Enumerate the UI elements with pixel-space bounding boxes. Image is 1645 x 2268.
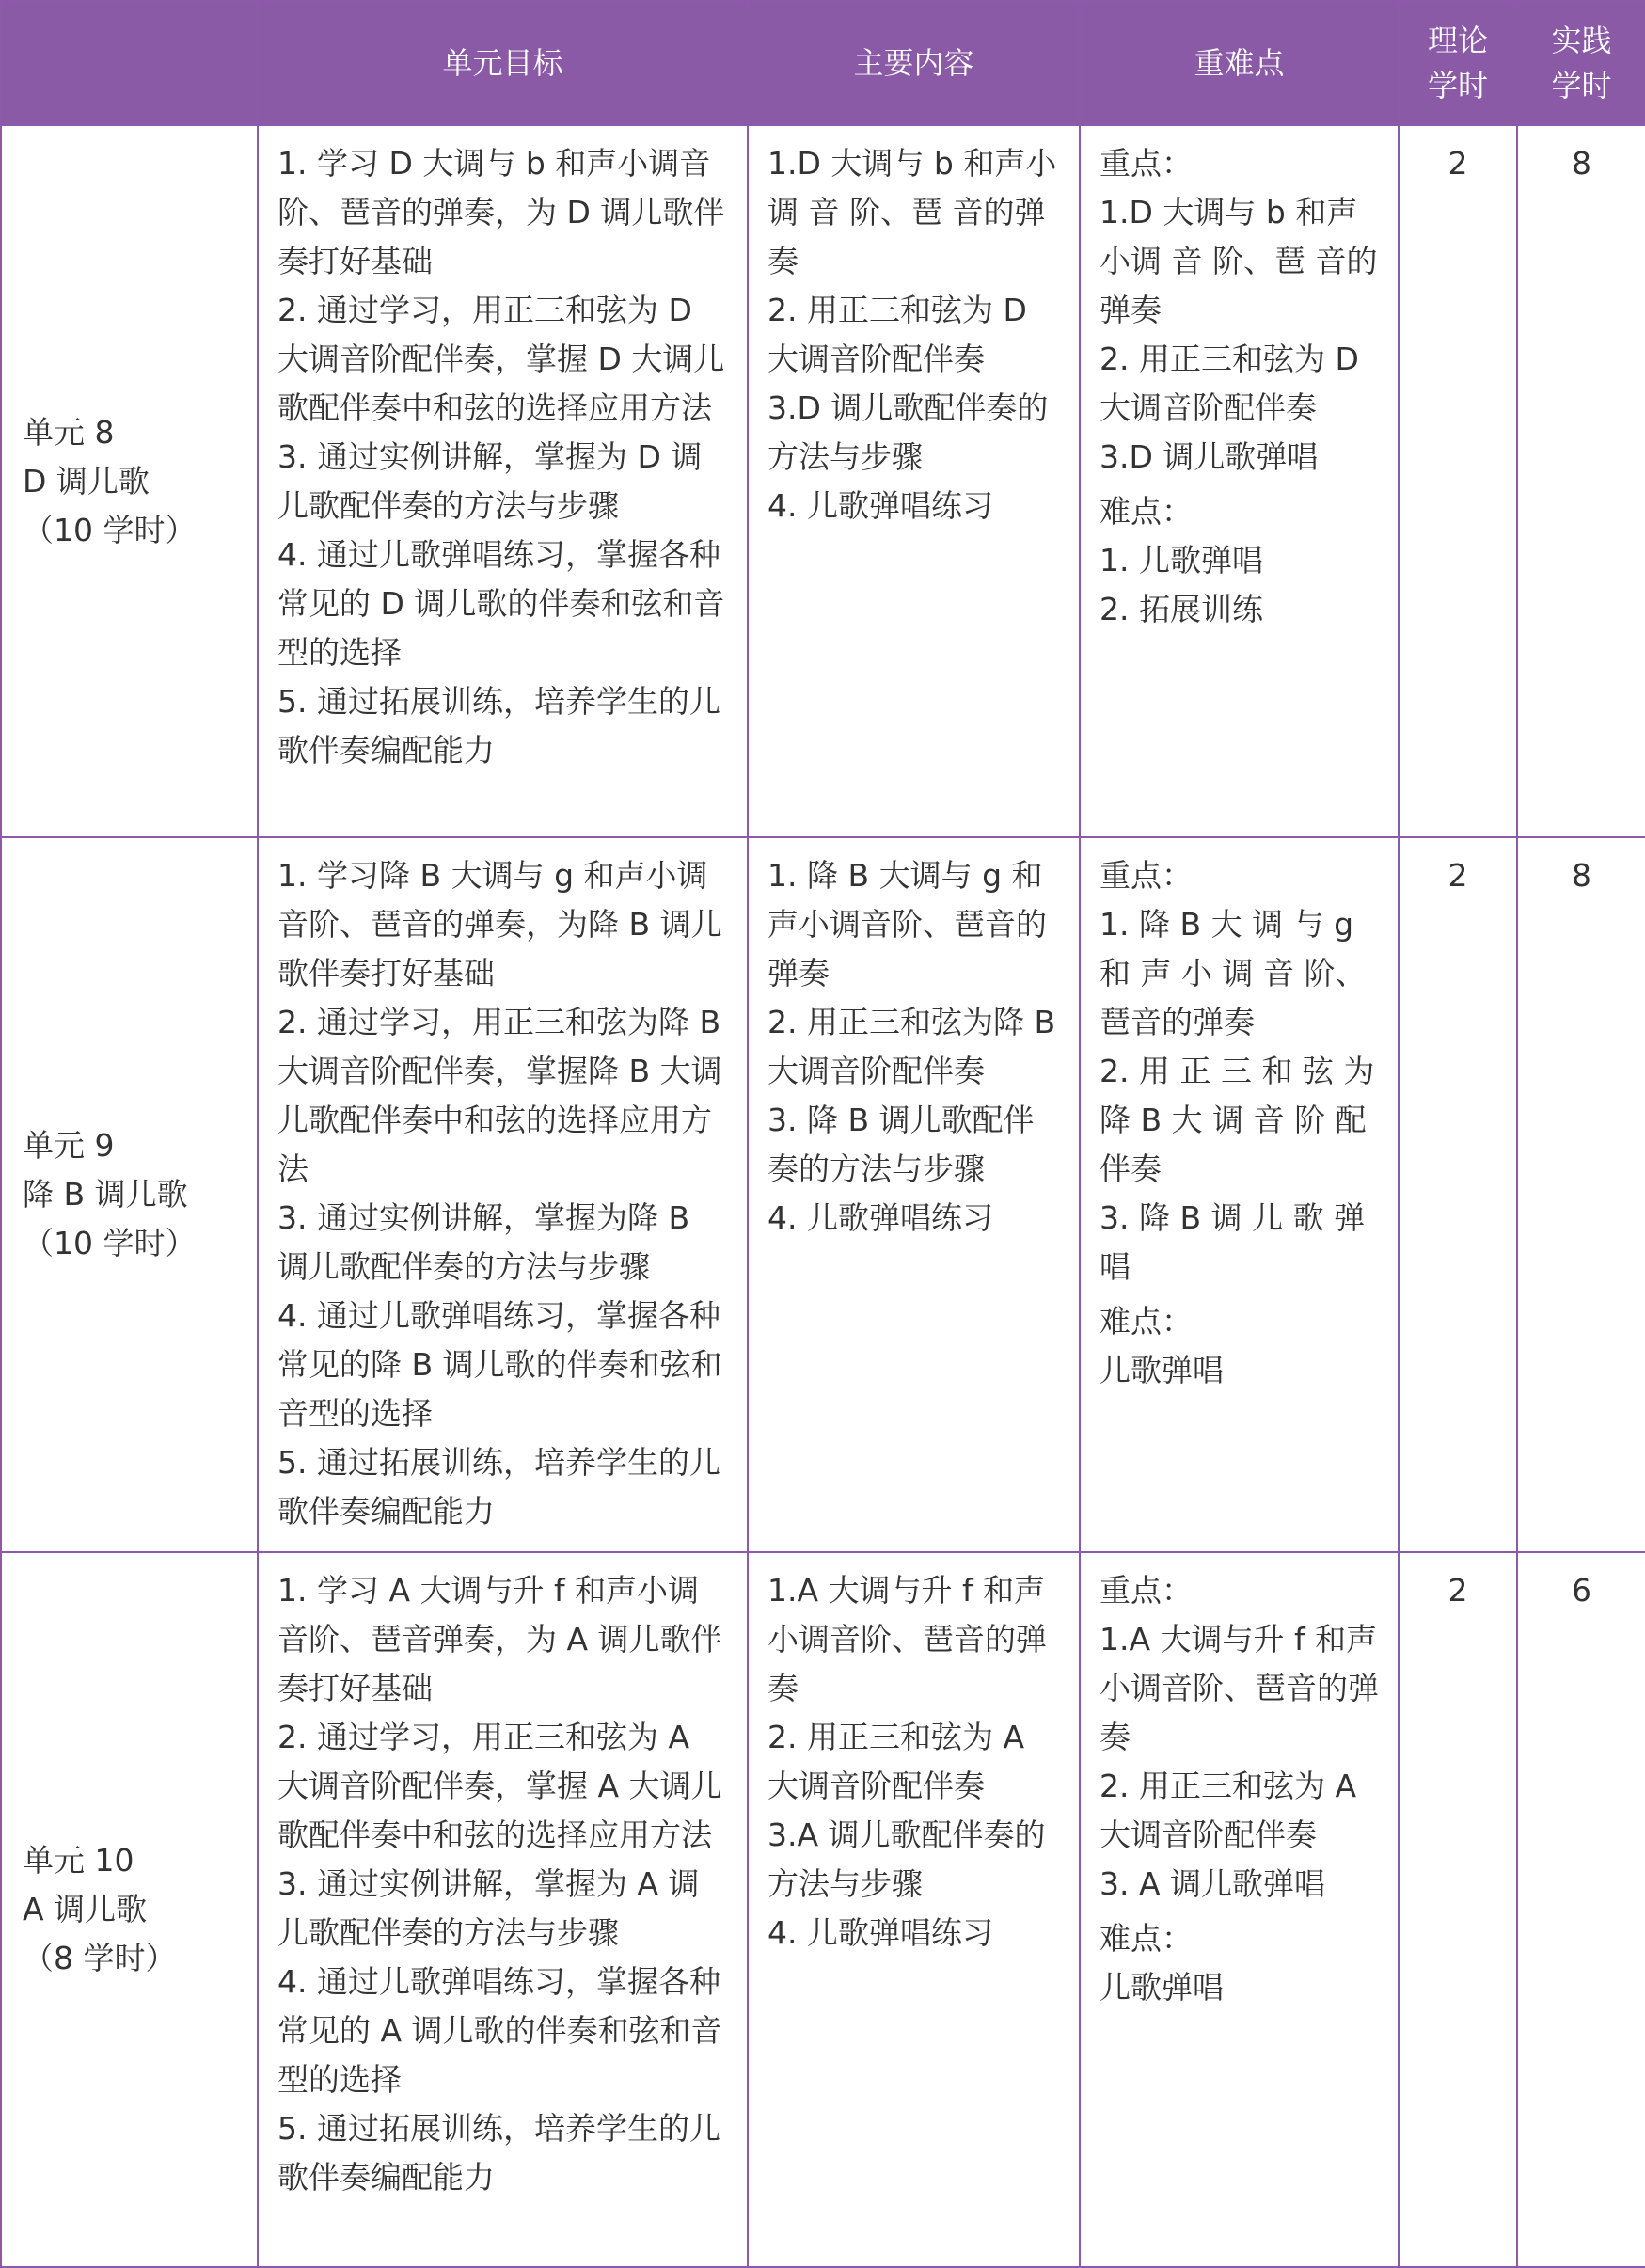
- header-theory-hours: 理论 学时: [1399, 1, 1517, 125]
- key-point-item: 3.D 调儿歌弹唱: [1099, 438, 1319, 475]
- content-item: 4. 儿歌弹唱练习: [767, 1199, 993, 1236]
- goals-cell: [258, 1552, 748, 2267]
- unit-hours: （10 学时）: [23, 511, 197, 548]
- content-item: 3.D 调儿歌配伴奏的方法与步骤: [767, 389, 1049, 475]
- goal-item: 2. 通过学习，用正三和弦为 D 大调音阶配伴奏，掌握 D 大调儿歌配伴奏中和弦的选择应用方法: [277, 292, 725, 426]
- unit-title: 降 B 调儿歌: [23, 1176, 188, 1213]
- table-row: [1, 125, 1645, 837]
- content-item: 4. 儿歌弹唱练习: [767, 1914, 993, 1951]
- goal-item: 4. 通过儿歌弹唱练习，掌握各种常见的 A 调儿歌的伴奏和弦和音型的选择: [277, 1963, 722, 2098]
- theory-hours: 2: [1399, 125, 1517, 837]
- unit-hours: （8 学时）: [23, 1940, 177, 1976]
- key-points-cell: [1080, 837, 1399, 1552]
- goal-item: 3. 通过实例讲解，掌握为降 B 调儿歌配伴奏的方法与步骤: [277, 1199, 690, 1285]
- content-cell: [748, 1552, 1080, 2267]
- goal-item: 5. 通过拓展训练，培养学生的儿歌伴奏编配能力: [277, 2110, 720, 2196]
- difficulty-item: 2. 拓展训练: [1099, 591, 1263, 627]
- goal-item: 2. 通过学习，用正三和弦为降 B 大调音阶配伴奏，掌握降 B 大调儿歌配伴奏中和弦的选择应用方法: [277, 1004, 722, 1187]
- difficulty-label: 难点：: [1099, 1920, 1193, 1957]
- header-key-points: 重难点: [1080, 1, 1399, 125]
- key-points-cell: [1080, 1552, 1399, 2267]
- content-item: 1.D 大调与 b 和声小调 音 阶、琶 音的弹奏: [767, 145, 1057, 279]
- key-point-item: 1.D 大调与 b 和声小调 音 阶、琶 音的弹奏: [1099, 194, 1378, 328]
- key-point-item: 1.A 大调与升 f 和声小调音阶、琶音的弹奏: [1099, 1621, 1379, 1755]
- difficulty-item: 儿歌弹唱: [1099, 1352, 1224, 1388]
- practice-hours: 8: [1517, 125, 1645, 837]
- unit-number: 单元 8: [23, 413, 115, 451]
- content-item: 4. 儿歌弹唱练习: [767, 487, 993, 524]
- goal-item: 4. 通过儿歌弹唱练习，掌握各种常见的降 B 调儿歌的伴奏和弦和音型的选择: [277, 1297, 722, 1432]
- header-row: [1, 1, 1645, 125]
- key-points-cell: [1080, 125, 1399, 837]
- goal-item: 2. 通过学习，用正三和弦为 A 大调音阶配伴奏，掌握 A 大调儿歌配伴奏中和弦的选择应用方法: [277, 1719, 722, 1853]
- unit-cell: [1, 125, 258, 837]
- content-item: 1.A 大调与升 f 和声小调音阶、琶音的弹奏: [767, 1572, 1047, 1706]
- header-goals: 单元目标: [258, 1, 748, 125]
- goal-item: 5. 通过拓展训练，培养学生的儿歌伴奏编配能力: [277, 683, 720, 769]
- content-item: 2. 用正三和弦为降 B 大调音阶配伴奏: [767, 1004, 1056, 1089]
- goal-item: 3. 通过实例讲解，掌握为 A 调儿歌配伴奏的方法与步骤: [277, 1865, 700, 1951]
- goal-item: 5. 通过拓展训练，培养学生的儿歌伴奏编配能力: [277, 1444, 720, 1530]
- unit-title: D 调儿歌: [23, 462, 150, 500]
- key-point-item: 1. 降 B 大 调 与 g 和 声 小 调 音 阶、琶音的弹奏: [1099, 906, 1367, 1040]
- unit-number: 单元 10: [23, 1842, 134, 1879]
- header-practice-hours: 实践 学时: [1517, 1, 1645, 125]
- goal-item: 1. 学习降 B 大调与 g 和声小调音阶、琶音的弹奏，为降 B 调儿歌伴奏打好基础: [277, 857, 722, 991]
- key-point-item: 2. 用 正 三 和 弦 为 降 B 大 调 音 阶 配 伴奏: [1099, 1053, 1375, 1187]
- content-item: 1. 降 B 大调与 g 和声小调音阶、琶音的弹奏: [767, 857, 1047, 991]
- practice-hours: 6: [1517, 1552, 1645, 2267]
- goals-cell: [258, 125, 748, 837]
- key-point-item: 3. 降 B 调 儿 歌 弹 唱: [1099, 1199, 1366, 1285]
- goal-item: 1. 学习 A 大调与升 f 和声小调音阶、琶音弹奏，为 A 调儿歌伴奏打好基础: [277, 1572, 722, 1706]
- table-row: [1, 1552, 1645, 2267]
- content-cell: [748, 125, 1080, 837]
- content-item: 3.A 调儿歌配伴奏的方法与步骤: [767, 1816, 1046, 1902]
- key-label: 重点：: [1099, 1572, 1193, 1609]
- difficulty-label: 难点：: [1099, 1303, 1193, 1340]
- theory-hours: 2: [1399, 1552, 1517, 2267]
- content-item: 3. 降 B 调儿歌配伴奏的方法与步骤: [767, 1102, 1035, 1187]
- theory-hours: 2: [1399, 837, 1517, 1552]
- table-row: [1, 837, 1645, 1552]
- content-item: 2. 用正三和弦为 D 大调音阶配伴奏: [767, 292, 1027, 377]
- goal-item: 3. 通过实例讲解，掌握为 D 调儿歌配伴奏的方法与步骤: [277, 438, 703, 524]
- goals-cell: [258, 837, 748, 1552]
- practice-hours: 8: [1517, 837, 1645, 1552]
- difficulty-item: 1. 儿歌弹唱: [1099, 542, 1263, 579]
- difficulty-label: 难点：: [1099, 493, 1193, 530]
- unit-cell: [1, 837, 258, 1552]
- key-point-item: 2. 用正三和弦为 A 大调音阶配伴奏: [1099, 1768, 1357, 1853]
- key-point-item: 3. A 调儿歌弹唱: [1099, 1865, 1326, 1902]
- header-content: 主要内容: [748, 1, 1080, 125]
- goal-item: 1. 学习 D 大调与 b 和声小调音阶、琶音的弹奏，为 D 调儿歌伴奏打好基础: [277, 145, 725, 279]
- key-label: 重点：: [1099, 857, 1193, 894]
- key-label: 重点：: [1099, 145, 1193, 182]
- unit-title: A 调儿歌: [23, 1891, 148, 1927]
- unit-hours: （10 学时）: [23, 1225, 197, 1261]
- key-point-item: 2. 用正三和弦为 D 大调音阶配伴奏: [1099, 341, 1359, 426]
- unit-number: 单元 9: [23, 1127, 115, 1164]
- header-unit: [1, 1, 258, 125]
- content-item: 2. 用正三和弦为 A 大调音阶配伴奏: [767, 1719, 1025, 1804]
- goal-item: 4. 通过儿歌弹唱练习，掌握各种常见的 D 调儿歌的伴奏和弦和音型的选择: [277, 536, 725, 671]
- content-cell: [748, 837, 1080, 1552]
- unit-cell: [1, 1552, 258, 2267]
- difficulty-item: 儿歌弹唱: [1099, 1969, 1224, 2006]
